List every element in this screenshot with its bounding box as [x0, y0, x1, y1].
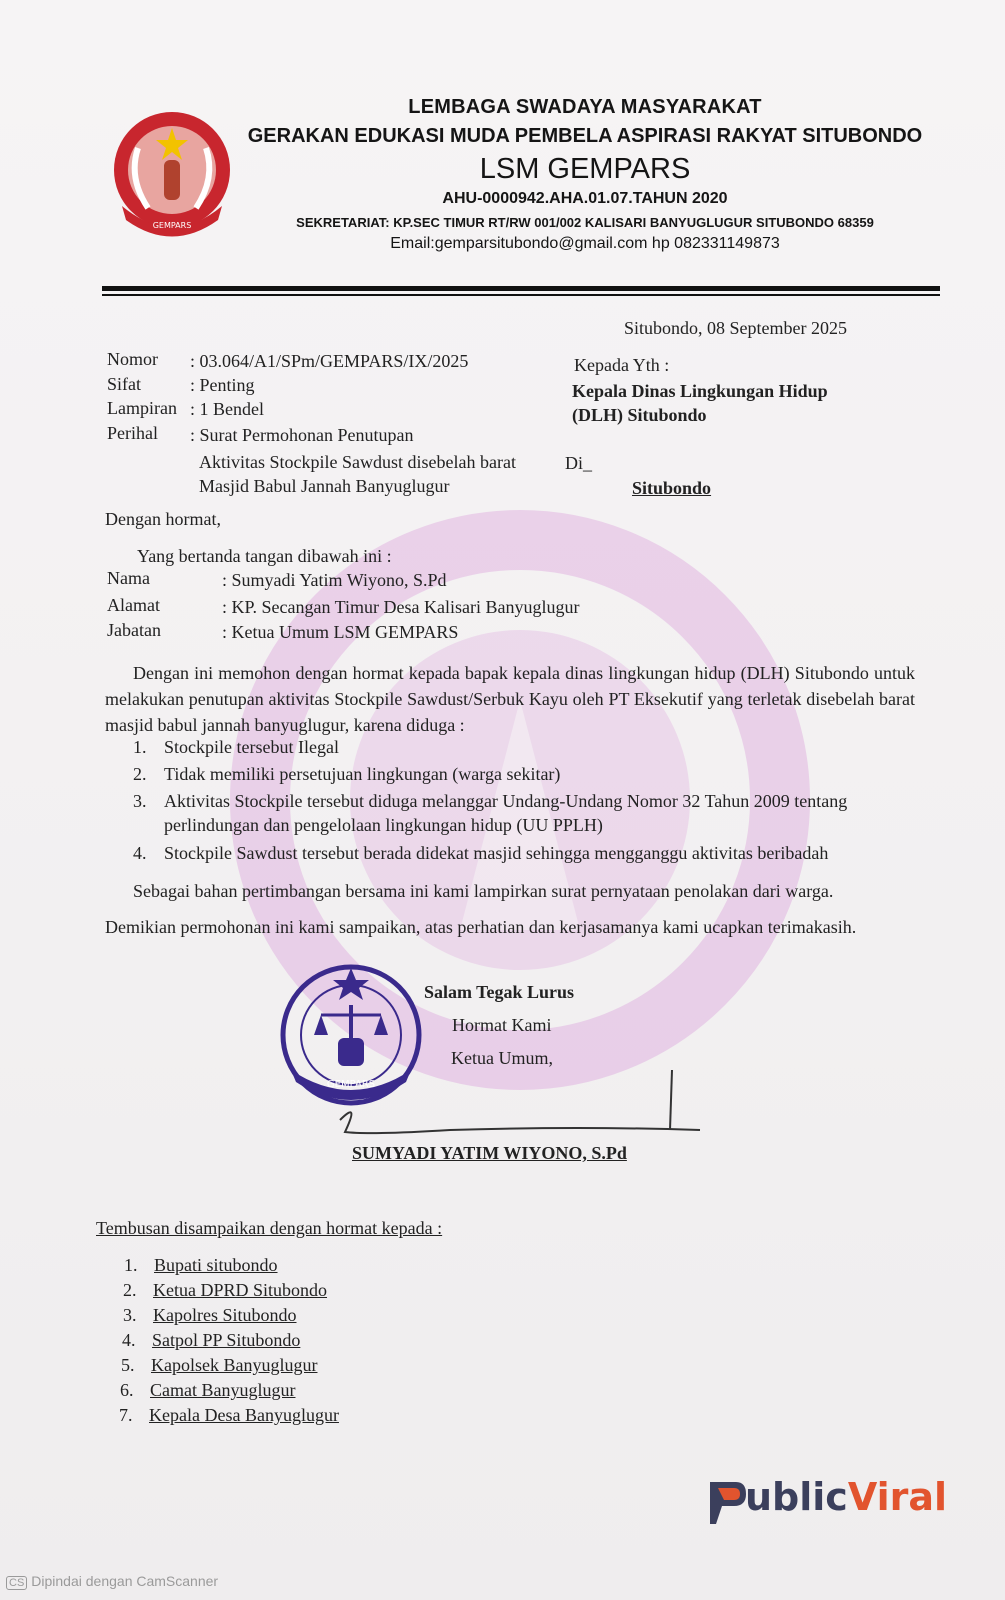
cc-list-item: 7. Kepala Desa Banyuglugur [119, 1405, 339, 1425]
signature-position: Ketua Umum, [451, 1048, 553, 1068]
org-type: LEMBAGA SWADAYA MASYARAKAT [408, 96, 762, 118]
gempars-logo [108, 108, 236, 240]
meta-label-lampiran: Lampiran [107, 398, 177, 418]
camscanner-footer: CS Dipindai dengan CamScanner [6, 1573, 218, 1590]
reason-item: 2. Tidak memiliki persetujuan lingkungan (warga sekitar) [133, 764, 561, 784]
svg-text:GEMPARS: GEMPARS [152, 221, 192, 230]
handwritten-signature [330, 1060, 710, 1140]
publicviral-watermark: ublicViral [745, 1475, 948, 1519]
svg-text:GEMPARS: GEMPARS [326, 1079, 376, 1090]
cc-heading: Tembusan disampaikan dengan hormat kepada : [96, 1218, 443, 1238]
meta-value-perihal: : Surat Permohonan Penutupan [190, 425, 414, 445]
recipient-line-1: Kepala Dinas Lingkungan Hidup [572, 381, 828, 401]
signature-regards: Hormat Kami [452, 1015, 552, 1035]
reason-item: 4. Stockpile Sawdust tersebut berada didekat masjid sehingga mengganggu aktivitas beribadah [133, 843, 829, 863]
reason-item: 3. Aktivitas Stockpile tersebut diduga melanggar Undang-Undang Nomor 32 Tahun 2009 tentang perlindungan dan pengelolaan lingkungan hidup (UU PPLH) [133, 791, 848, 835]
signer-name: SUMYADI YATIM WIYONO, S.Pd [352, 1143, 627, 1163]
meta-label-sifat: Sifat [107, 374, 141, 394]
camscanner-icon: CS [6, 1576, 27, 1590]
cc-list-item: 3. Kapolres Situbondo [123, 1305, 297, 1325]
attachment-note: Sebagai bahan pertimbangan bersama ini kami lampirkan surat pernyataan penolakan dari warga. [133, 881, 834, 901]
org-short-name: LSM GEMPARS [479, 153, 691, 185]
letterhead [245, 92, 925, 253]
date-place: Situbondo, 08 September 2025 [624, 318, 847, 338]
cc-list-item: 6. Camat Banyuglugur [120, 1380, 296, 1400]
recipient-di: Di_ [565, 453, 592, 473]
subject-line-3: Masjid Babul Jannah Banyuglugur [199, 476, 450, 496]
cc-list-item: 4. Satpol PP Situbondo [122, 1330, 301, 1350]
identity-label-jabatan: Jabatan [107, 620, 161, 640]
recipient-city: Situbondo [632, 478, 712, 498]
identity-value-alamat: : KP. Secangan Timur Desa Kalisari Banyuglugur [222, 597, 580, 617]
org-full-name: GERAKAN EDUKASI MUDA PEMBELA ASPIRASI RAKYAT SITUBONDO [247, 125, 923, 147]
signature-motto: Salam Tegak Lurus [424, 982, 575, 1002]
closing-paragraph: Demikian permohonan ini kami sampaikan, atas perhatian dan kerjasamanya kami ucapkan terimakasih. [105, 917, 857, 937]
body-paragraph: Dengan ini memohon dengan hormat kepada bapak kepala dinas lingkungan hidup (DLH) Situbondo untuk melakukan penutupan aktivitas Stockpile Sawdust/Serbuk Kayu oleh PT Eksekutif yang terletak disebelah barat masjid babul jannah banyuglugur, karena diduga : [105, 663, 915, 735]
identity-value-nama: : Sumyadi Yatim Wiyono, S.Pd [222, 570, 447, 590]
header-rule-thin [102, 294, 940, 296]
cc-list-item: 1. Bupati situbondo [124, 1255, 278, 1275]
secretariat-address: SEKRETARIAT: KP.SEC TIMUR RT/RW 001/002 KALISARI BANYUGLUGUR SITUBONDO 68359 [296, 215, 874, 230]
cc-list-item: 2. Ketua DPRD Situbondo [123, 1280, 328, 1300]
contact-line: Email:gemparsitubondo@gmail.com hp 082331149873 [390, 235, 780, 252]
signer-intro: Yang bertanda tangan dibawah ini : [137, 546, 392, 566]
recipient-intro: Kepada Yth : [574, 355, 670, 375]
reason-item: 1. Stockpile tersebut Ilegal [133, 737, 339, 757]
meta-label-nomor: Nomor [107, 349, 158, 369]
identity-label-alamat: Alamat [107, 595, 160, 615]
meta-value-lampiran: : 1 Bendel [190, 399, 264, 419]
identity-label-nama: Nama [107, 568, 150, 588]
greeting: Dengan hormat, [105, 509, 221, 529]
cc-list-item: 5. Kapolsek Banyuglugur [121, 1355, 318, 1375]
registration-number: AHU-0000942.AHA.01.07.TAHUN 2020 [442, 190, 728, 207]
subject-line-2: Aktivitas Stockpile Sawdust disebelah barat [199, 452, 516, 472]
header-rule-thick [102, 286, 940, 291]
meta-value-nomor: : 03.064/A1/SPm/GEMPARS/IX/2025 [190, 351, 469, 371]
meta-label-perihal: Perihal [107, 423, 158, 443]
identity-value-jabatan: : Ketua Umum LSM GEMPARS [222, 622, 459, 642]
recipient-line-2: (DLH) Situbondo [572, 405, 707, 425]
meta-value-sifat: : Penting [190, 375, 255, 395]
